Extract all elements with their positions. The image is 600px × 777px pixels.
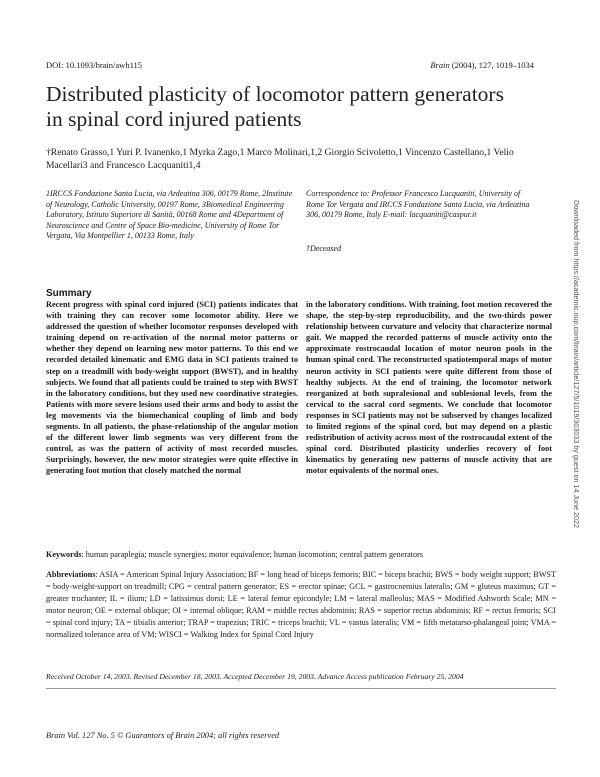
download-watermark-text: Downloaded from https://academic.oup.com/brain/article/127/5/1019/303033 by guest on 14 June 2022 (572, 200, 581, 529)
abbreviations-label: Abbreviations (46, 570, 96, 579)
received-dates: Received October 14, 2003. Revised December 18, 2003. Accepted December 19, 2003. Advance Access publication February 25, 2004 (46, 672, 464, 681)
deceased-note: †Deceased (306, 244, 342, 253)
keywords-text: : human paraplegia; muscle synergies; motor equivalence; human locomotion; central pattern generators (81, 550, 424, 559)
journal-citation (430, 60, 534, 70)
citation-details: (2004), 127, 1019–1034 (449, 60, 534, 70)
summary-column-right: in the laboratory conditions. With training, foot motion recovered the shape, the step-by-step reproducibility, and the two-thirds power relationship between curvature and velocity that characterize normal gait. We mapped the recorded patterns of muscle activity onto the approximate rostrocaudal location of motor neuron pools in the human spinal cord. The reconstructed spatiotemporal maps of motor neuron activity in SCI patients were quite different from those of healthy subjects. At the end of training, the locomotor network reorganized at both supralesional and sublesional levels, from the cervical to the sacral cord segments. We conclude that locomotor responses in SCI patients may not be subserved by changes localized to limited regions of the spinal cord, but may depend on a plastic redistribution of activity across most of the rostrocaudal extent of the spinal cord. Distributed plasticity underlies recovery of foot kinematics by generating new patterns of muscle activity that are motor equivalents of the normal ones. (306, 300, 552, 476)
paper-title: Distributed plasticity of locomotor pattern generators in spinal cord injured patients (46, 82, 504, 131)
abbreviations-text: : ASIA = American Spinal Injury Association; BF = long head of biceps femoris; BIC = biceps brachii; BWS = body weight support; BWST = body-weight-support on treadmill; CPG = central pattern generator; ES = erector spinae; GCL = gastrocnemius lateralis; GM = gluteus maximus; GT = greater trochanter; IL = ilium; LD = latissimus dorsi; LE = lateral femur epicondyle; LM = lateral malleolus; MAS = Modified Ashworth Scale; MN = motor neuron; OE = external oblique; OI = internal oblique; RAM = middle rectus abdominis; RAS = superior rectus abdominis; RF = rectus femoris; SCI = spinal cord injury; TA = tibialis anterior; TRAP = trapezius; TRIC = triceps brachii; VL = vastus lateralis; VM = fifth metatarso-phalangeal joint; VMA = normalized tolerance area of VM; WISCI = Walking Index for Spinal Cord Injury (46, 570, 556, 639)
correspondence: Correspondence to: Professor Francesco Lacquaniti, University of Rome Tor Vergata and IRCCS Fondazione Santa Lucia, via Ardeatina 306, 00179 Rome, Italy E-mail: lacquaniti@caspur.it (306, 189, 530, 220)
divider (46, 688, 556, 689)
download-watermark (573, 200, 585, 560)
doi-label: DOI: 10.1093/brain/awh115 (46, 60, 143, 70)
affiliations: 1IRCCS Fondazione Santa Lucia, via Ardeatina 306, 00179 Rome, 2Institute of Neurology, Catholic University, 00197 Rome, 3Biomedical Engineering Laboratory, Istituto Superiore di Sanità, 00168 Rome and 4Department of Neuroscience and Centre of Space Bio-medicine, University of Rome Tor Vergata, Via Montpellier 1, 00133 Rome, Italy (46, 189, 293, 241)
keywords (46, 550, 556, 559)
author-list: †Renato Grasso,1 Yuri P. Ivanenko,1 Myrka Zago,1 Marco Molinari,1,2 Giorgio Scivoletto,1 Vincenzo Castellano,1 Velio Macellari3 and Francesco Lacquaniti1,4 (46, 147, 514, 171)
journal-name: Brain (430, 60, 450, 70)
summary-heading: Summary (46, 288, 92, 299)
summary-column-left: Recent progress with spinal cord injured (SCI) patients indicates that with training they can recover some locomotor ability. Here we addressed the question of whether locomotor responses developed with training depend on re-activation of the normal motor patterns or whether they depend on learning new motor patterns. To this end we recorded detailed kinematic and EMG data in SCI patients trained to step on a treadmill with body-weight support (BWST), and in healthy subjects. We found that all patients could be trained to step with BWST in the laboratory conditions, but they used new coordinative strategies. Patients with more severe lesions used their arms and body to assist the leg movements via the biomechanical coupling of limb and body segments. In all patients, the phase-relationship of the angular motion of the different lower limb segments was very different from the control, as was the pattern of activity of most recorded muscles. Surprisingly, however, the new motor strategies were quite effective in generating foot motion that closely matched the normal (46, 300, 298, 476)
footer-copyright: Brain Vol. 127 No. 5 © Guarantors of Brain 2004; all rights reserved (46, 731, 280, 740)
abbreviations (46, 569, 556, 641)
keywords-label: Keywords (46, 550, 82, 559)
